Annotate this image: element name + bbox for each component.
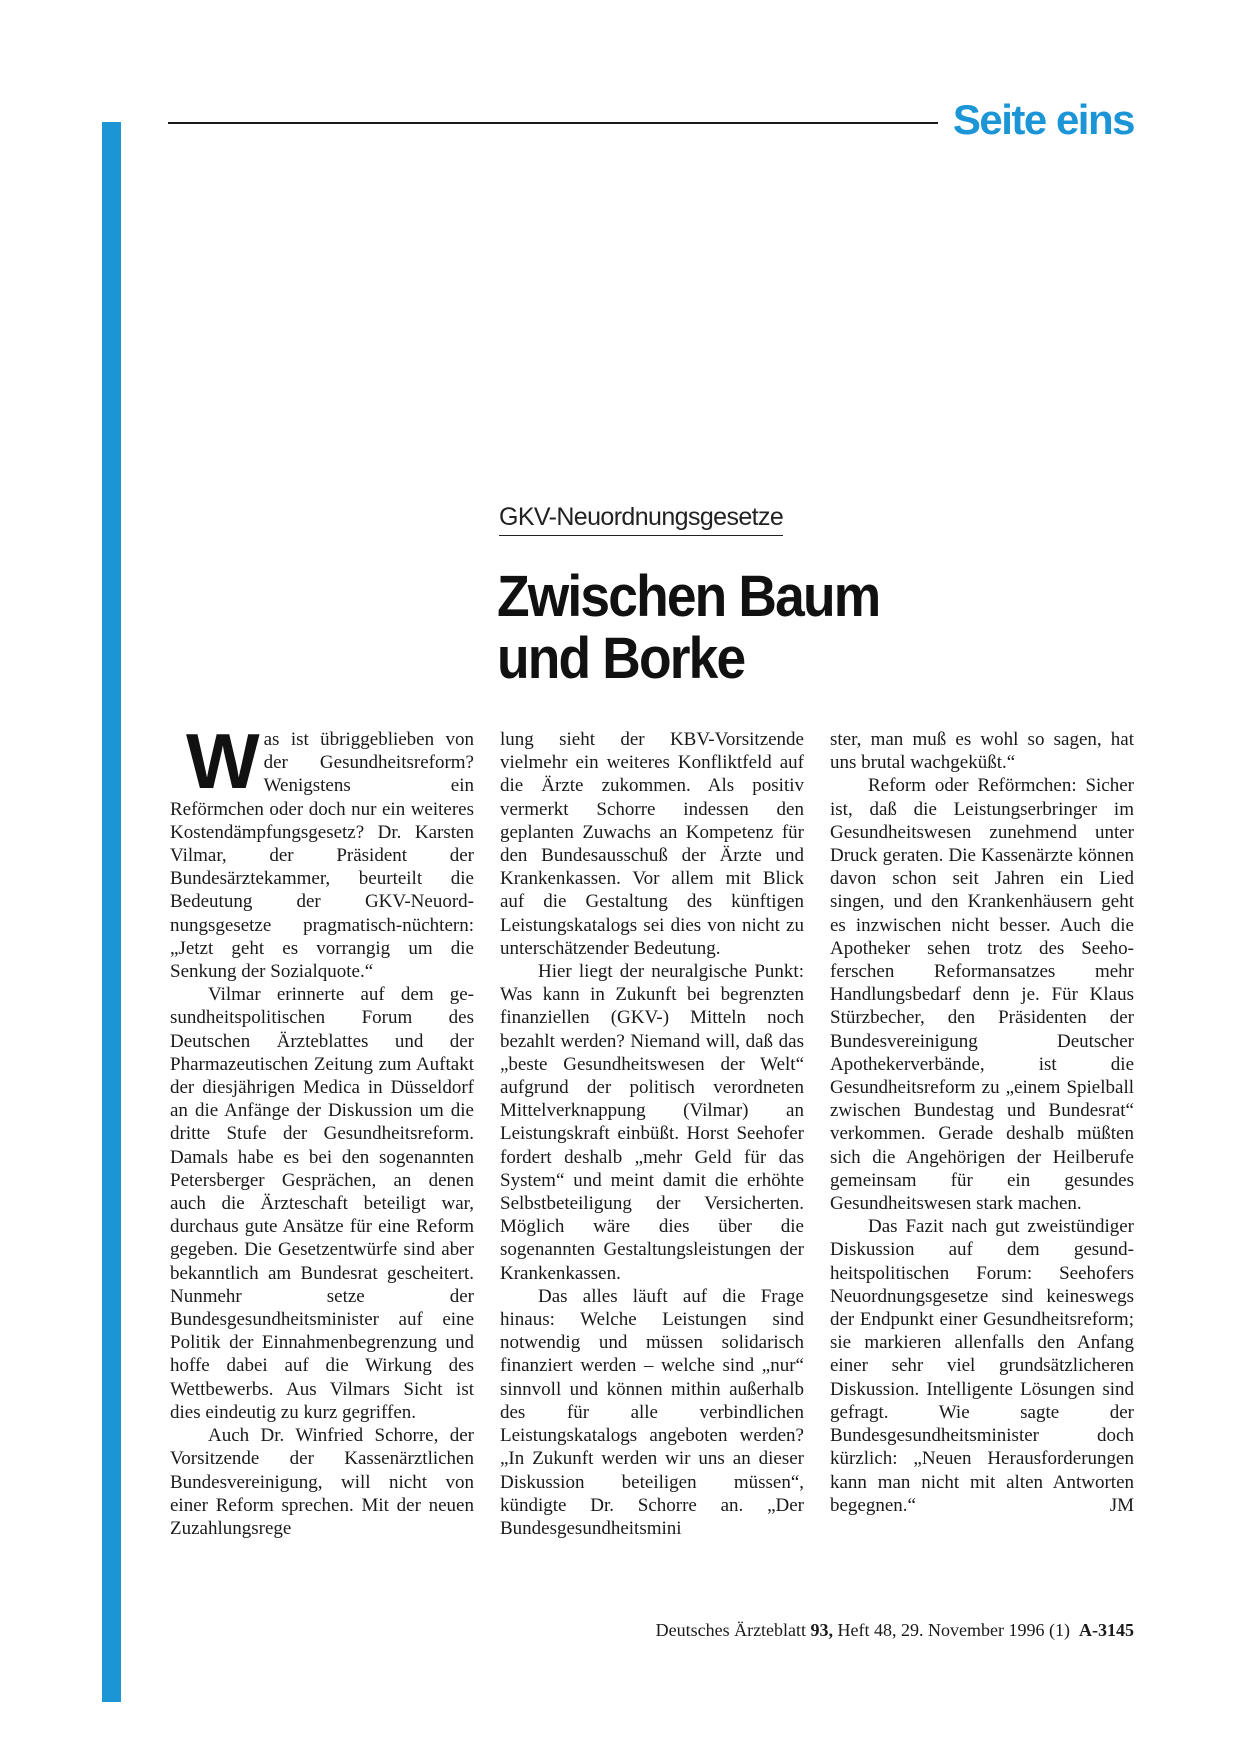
- headline-line-2: und Borke: [497, 626, 745, 691]
- publication-name: Deutsches Ärzteblatt: [655, 1620, 807, 1640]
- paragraph: Vilmar erinnerte auf dem gesundheitspolitischen Forum des Deutschen Ärzteblattes und der Pharmazeutischen Zeitung zum Auftakt der diesjährigen Medica in Düsseldorf an die Anfänge der Diskussion um die dritte Stufe der Gesundheitsreform. Damals habe es bei den sogenannten Petersberger Gesprächen, an denen auch die Ärzteschaft beteiligt war, durchaus gute Ansätze für eine Reform gegeben. Die Gesetzentwürfe sind aber bekanntlich am Bundesrat gescheitert. Nunmehr setze der Bundesgesundheitsminister auf eine Politik der Einnahmenbegrenzung und hoffe dabei auf die Wirkung des Wettbewerbs. Aus Vilmars Sicht ist dies eindeutig zu kurz gegriffen.: [170, 984, 474, 1423]
- author-signature: JM: [1109, 1494, 1134, 1516]
- paragraph: [830, 1215, 1134, 1517]
- section-label: Seite eins: [952, 96, 1134, 143]
- article-column-2: [500, 728, 804, 1540]
- paragraph: Hier liegt der neuralgische Punkt: Was kann in Zukunft bei begrenzten finanziellen (GKV-) Mitteln noch bezahlt werden? Niemand will, daß das „beste Gesundheitswesen der Welt“ aufgrund der politisch verordneten Mittelverknappung (Vilmar) an Leistungskraft einbüßt. Horst Seehofer fordert deshalb „mehr Geld für das System“ und meint damit die erhöhte Selbstbeteiligung der Versicherten. Möglich wäre dies über die sogenannten Gestaltungsleistungen der Krankenkassen.: [500, 961, 804, 1284]
- article-kicker: GKV-Neuordnungsgesetze: [499, 502, 783, 536]
- headline-line-1: Zwischen Baum: [497, 564, 880, 629]
- paragraph-text: Das Fazit nach gut zweistündiger Diskussion auf dem gesundheitspolitischen Forum: Seehofers Neuordnungsgesetze sind keineswegs der Endpunkt einer Gesundheitsreform; sie markieren allenfalls den Anfang einer sehr viel grundsätzlicheren Diskussion. Intelligente Lösungen sind gefragt. Wie sagte der Bundesgesundheitsminister doch kürzlich: „Neuen Herausforderungen kann man nicht mit alten Antworten begegnen.“: [830, 1216, 1134, 1516]
- paragraph-text: as ist übriggeblieben von der Gesundheitsreform? Wenigstens ein Reförmchen oder doch nur ein weiteres Kostendämpfungsgesetz? Dr. Karsten Vilmar, der Präsident der Bundesärztekammer, beurteilt die Bedeutung der GKV-Neuordnungsgesetze pragmatisch-nüchtern: „Jetzt geht es vorrangig um die Senkung der Sozialquote.“: [170, 729, 474, 983]
- page-footer: [656, 1620, 1134, 1641]
- paragraph: ster, man muß es wohl so sagen, hat uns brutal wachgeküßt.“: [830, 729, 1134, 774]
- header-rule: [168, 122, 938, 124]
- page-number: A-3145: [1079, 1620, 1134, 1640]
- paragraph: [170, 717, 474, 983]
- paragraph: Das alles läuft auf die Frage hinaus: Welche Leistungen sind notwendig und müssen solidarisch finanziert werden – welche sind „nur“ sinnvoll und können mithin außerhalb des für alle verbindlichen Leistungskatalogs angeboten werden? „In Zukunft werden wir uns an dieser Diskussion beteiligen müssen“, kündigte Dr. Schorre an. „Der Bundesgesundheitsmini: [500, 1285, 804, 1539]
- volume-number: 93,: [810, 1620, 834, 1640]
- article-headline: [497, 566, 879, 690]
- issue-info: Heft 48, 29. November 1996 (1): [837, 1620, 1070, 1640]
- drop-cap: W: [186, 717, 258, 805]
- paragraph: lung sieht der KBV-Vorsitzende vielmehr ein weiteres Konfliktfeld auf die Ärzte zukommen. Als positiv vermerkt Schorre indessen den geplanten Zuwachs an Kompetenz für den Bundesausschuß der Ärzte und Krankenkassen. Vor allem mit Blick auf die Gestaltung des künftigen Leistungskatalogs sei dies von nicht zu unterschätzender Bedeutung.: [500, 729, 804, 959]
- accent-bar: [102, 122, 121, 1702]
- paragraph: Auch Dr. Winfried Schorre, der Vorsitzende der Kassenärztlichen Bundesvereinigung, will nicht von einer Reform sprechen. Mit der neuen Zuzahlungsrege: [170, 1425, 474, 1539]
- article-column-1: [170, 717, 474, 1540]
- article-column-3: [830, 728, 1134, 1517]
- paragraph: Reform oder Reförmchen: Sicher ist, daß die Leistungserbringer im Gesundheitswesen zunehmend unter Druck geraten. Die Kassenärzte können davon schon seit Jahren ein Lied singen, und den Krankenhäusern geht es inzwischen nicht besser. Auch die Apotheker sehen trotz des Seehoferschen Reformansatzes mehr Handlungsbedarf denn je. Für Klaus Stürzbecher, den Präsidenten der Bundesvereinigung Deutscher Apothekerverbände, ist die Gesundheitsreform zu „einem Spielball zwischen Bundestag und Bundesrat“ verkommen. Gerade deshalb müßten sich die Angehörigen der Heilberufe gemeinsam für ein gesundes Gesundheitswesen stark machen.: [830, 775, 1134, 1215]
